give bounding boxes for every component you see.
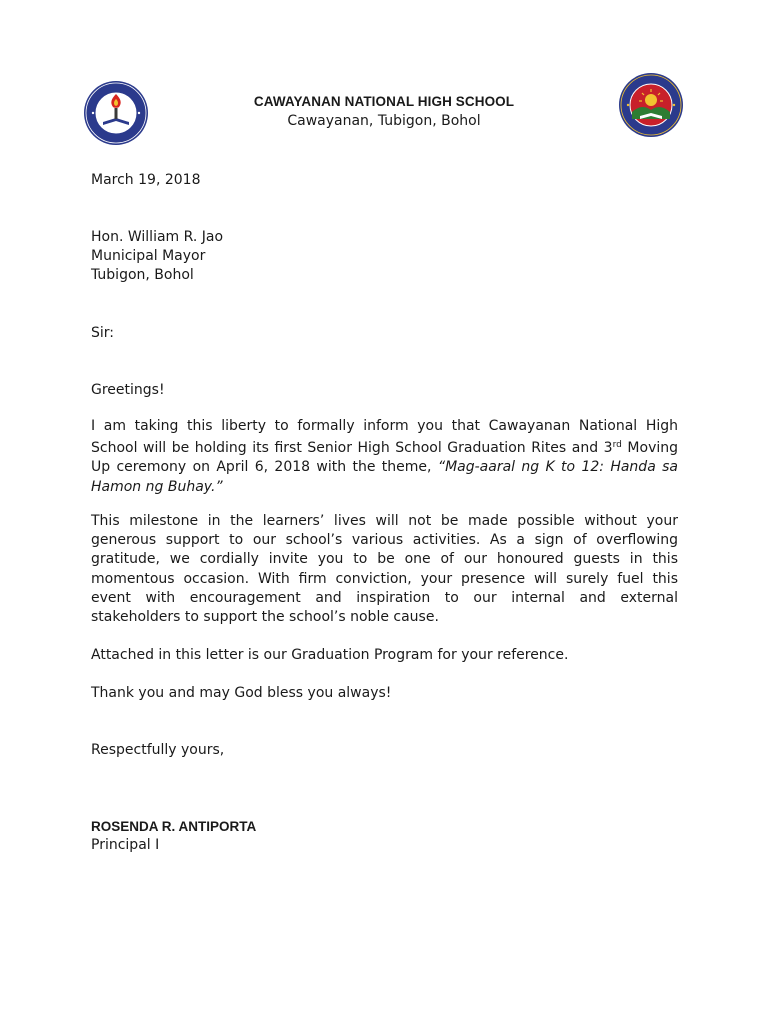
graduation-theme: “Mag-aaral ng K to 12: Handa sa xyxy=(437,459,678,476)
paragraph-attachment: Attached in this letter is our Graduation Program for your reference. xyxy=(91,647,569,663)
ordinal-suffix: rd xyxy=(612,440,622,451)
paragraph-line: gratitude, we cordially invite you to be one of our honoured guests in this xyxy=(91,551,678,568)
recipient-name: Hon. William R. Jao xyxy=(91,229,224,245)
signatory-name: ROSENDA R. ANTIPORTA xyxy=(91,819,257,834)
paragraph-line: I am taking this liberty to formally inform you that Cawayanan National High xyxy=(91,418,678,434)
paragraph-line xyxy=(91,458,678,477)
paragraph-line: momentous occasion. With firm conviction, your presence will surely fuel this xyxy=(91,570,678,587)
paragraph-thanks: Thank you and may God bless you always! xyxy=(91,685,392,701)
salutation: Sir: xyxy=(91,325,115,341)
signatory-title: Principal I xyxy=(91,837,160,853)
paragraph-line: event with encouragement and inspiration to our internal and external xyxy=(91,589,678,606)
school-address: Cawayanan, Tubigon, Bohol xyxy=(287,113,481,129)
paragraph-text: School will be holding its first Senior High School Graduation Rites and 3 xyxy=(91,440,613,457)
greeting: Greetings! xyxy=(91,382,165,398)
paragraph-line: This milestone in the learners’ lives will not be made possible without your xyxy=(91,513,678,529)
letter-date: March 19, 2018 xyxy=(91,172,201,188)
recipient-location: Tubigon, Bohol xyxy=(91,267,194,283)
paragraph-line: stakeholders to support the school’s noble cause. xyxy=(91,609,439,626)
school-name: CAWAYANAN NATIONAL HIGH SCHOOL xyxy=(253,94,515,109)
paragraph-text: Up ceremony on April 6, 2018 with the theme, xyxy=(91,459,438,476)
paragraph-announcement xyxy=(91,417,678,497)
paragraph-line xyxy=(91,478,678,497)
recipient-title: Municipal Mayor xyxy=(91,248,206,264)
paragraph-line: generous support to our school’s various activities. As a sign of overflowing xyxy=(91,532,678,549)
graduation-theme: Hamon ng Buhay.” xyxy=(91,478,223,495)
paragraph-line xyxy=(91,436,678,458)
paragraph-invitation xyxy=(91,512,678,627)
paragraph-text: Moving xyxy=(621,440,679,457)
closing: Respectfully yours, xyxy=(91,742,225,758)
